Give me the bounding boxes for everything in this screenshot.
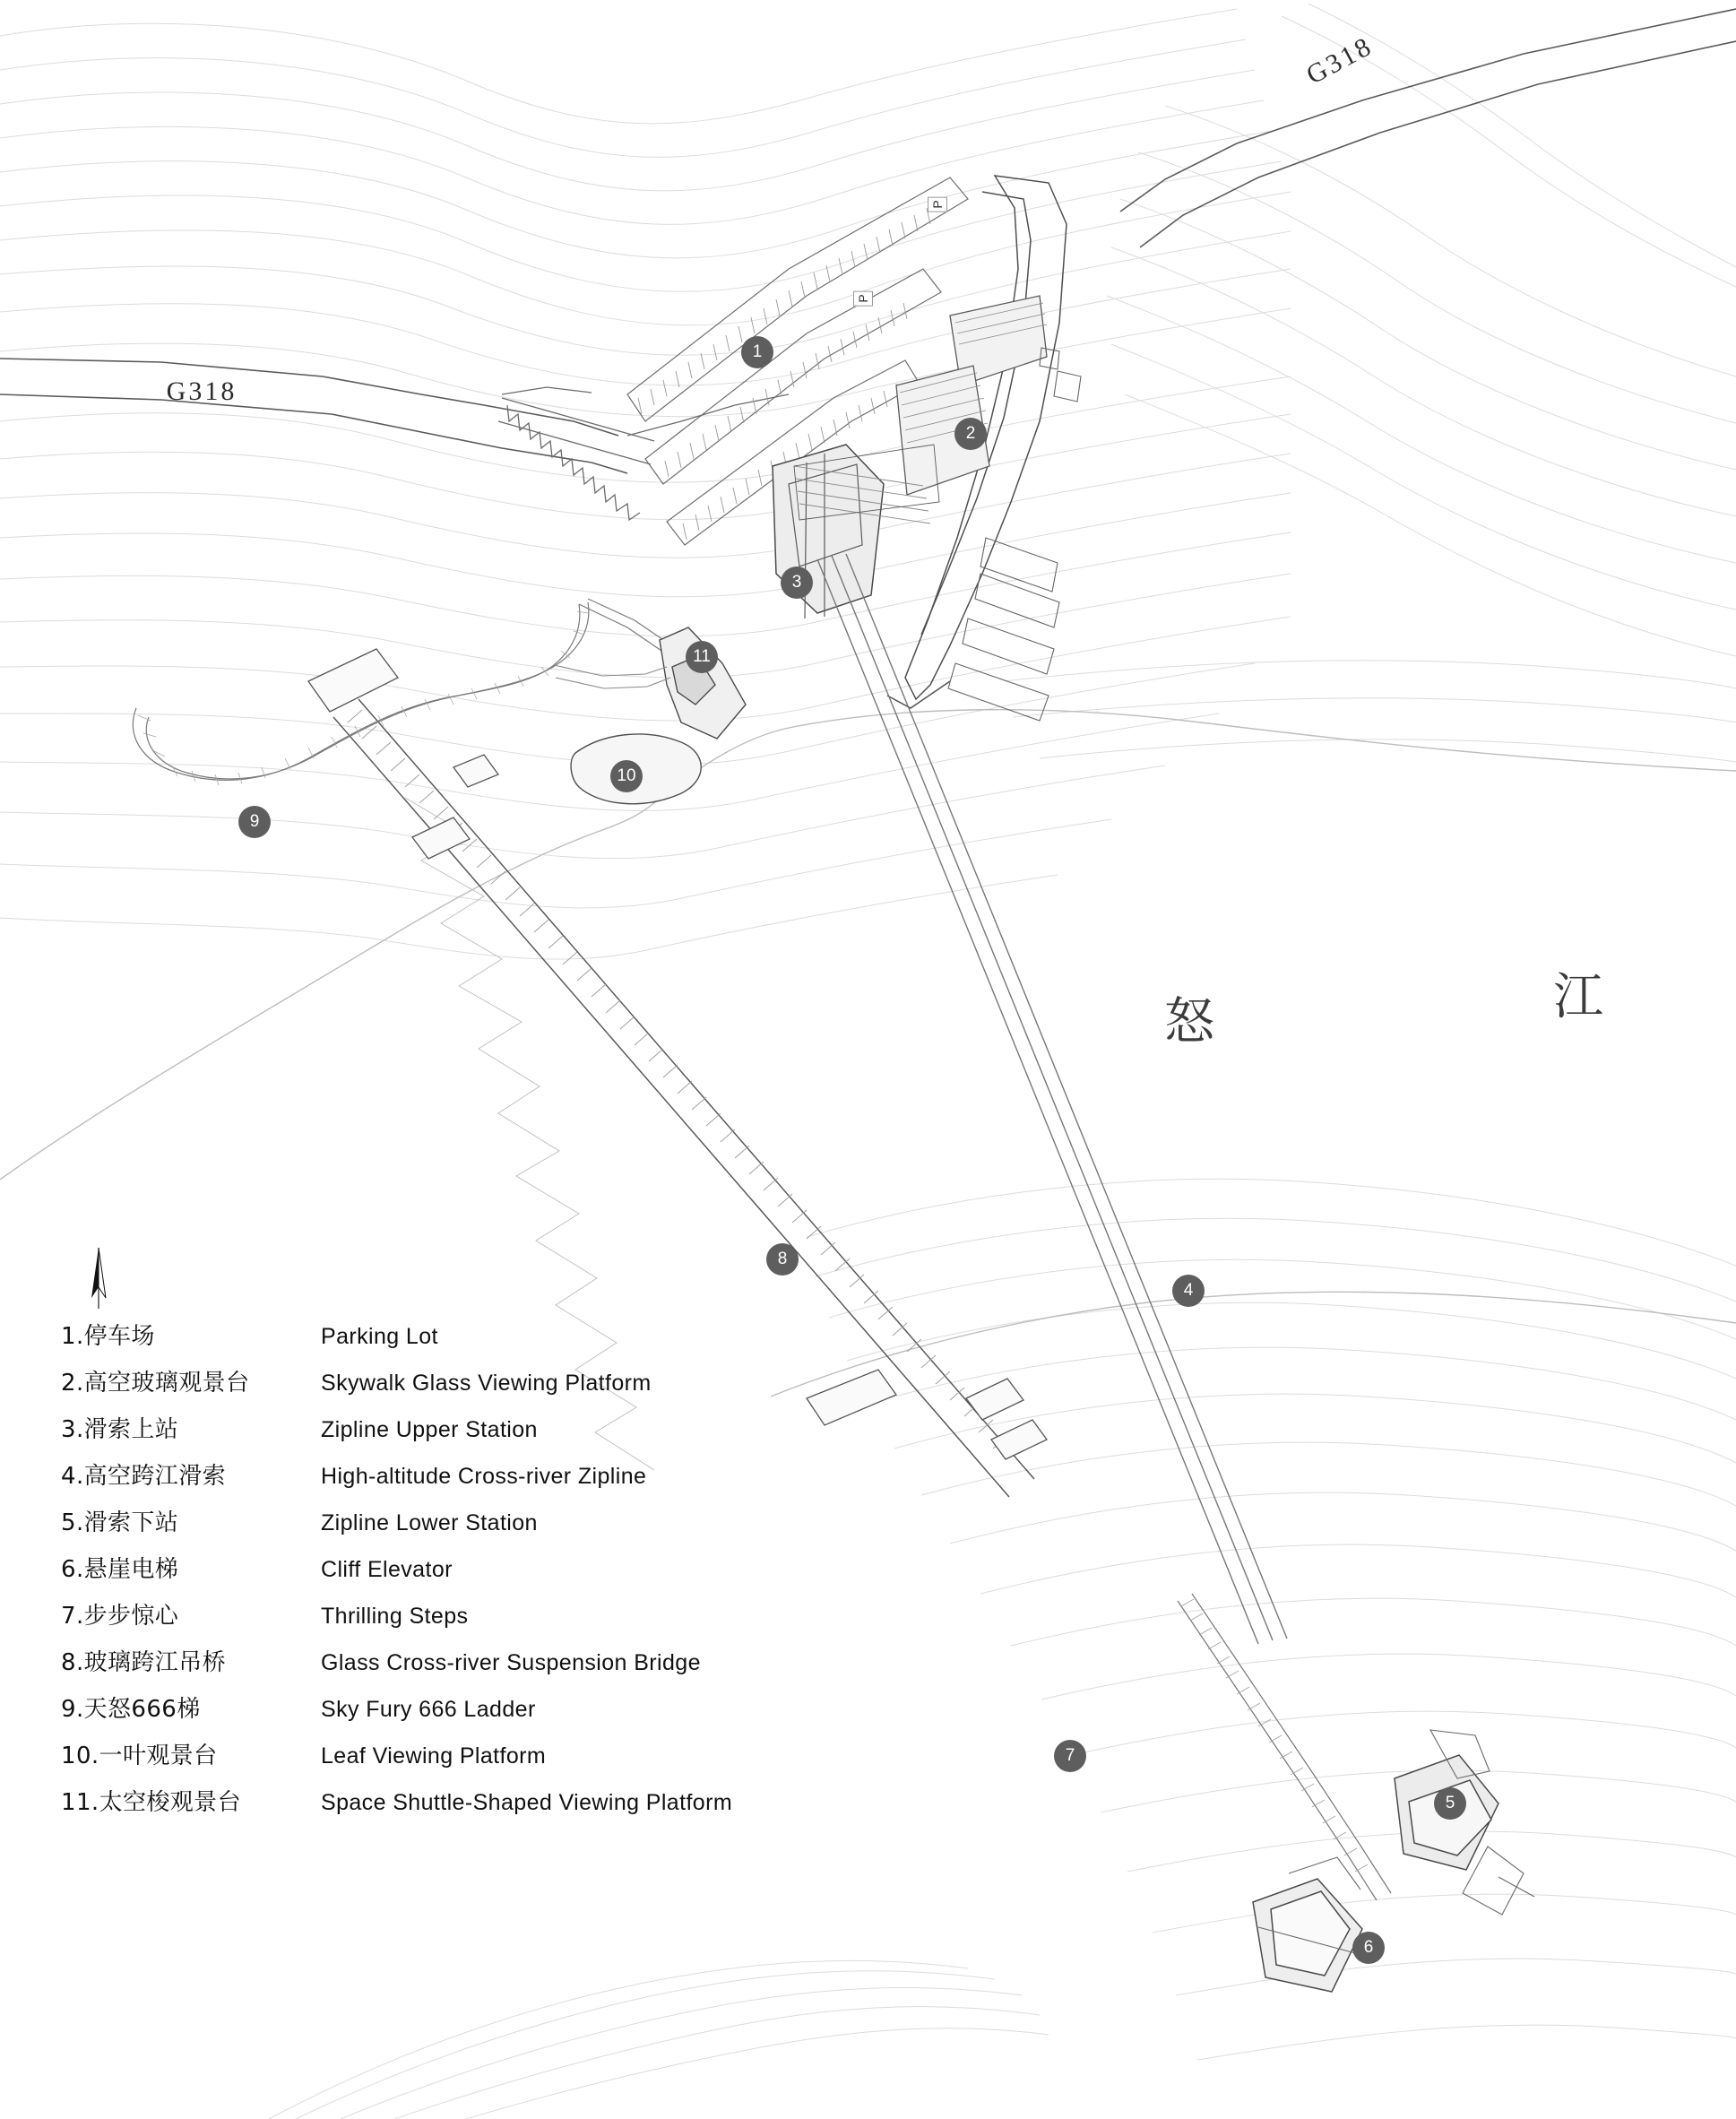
legend-item-8 [61,1644,957,1691]
legend-item-7-en: Thrilling Steps [321,1604,469,1629]
legend-item-6 [61,1551,957,1597]
map-marker-6[interactable]: 6 [1352,1932,1385,1964]
parking-bay-label-p1: P [928,196,947,212]
legend-item-3-cn: 3.滑索上站 [61,1416,179,1443]
map-marker-1[interactable]: 1 [741,336,773,368]
parking-bay-label-p2: P [853,290,873,306]
legend-item-10-cn: 10.一叶观景台 [61,1743,218,1769]
legend-item-6-en: Cliff Elevator [321,1557,453,1582]
map-marker-5[interactable]: 5 [1434,1787,1466,1820]
legend-item-10 [61,1737,957,1784]
legend-item-9 [61,1691,957,1737]
legend-item-4-en: High-altitude Cross-river Zipline [321,1464,647,1489]
road-label-g318-left: G318 [166,376,238,406]
legend-item-10-en: Leaf Viewing Platform [321,1743,547,1769]
legend-item-2-cn: 2.高空玻璃观景台 [61,1370,250,1397]
map-marker-11[interactable]: 11 [686,641,718,673]
legend-item-8-cn: 8.玻璃跨江吊桥 [61,1649,227,1676]
map-marker-7[interactable]: 7 [1054,1740,1086,1772]
legend-item-3-en: Zipline Upper Station [321,1417,538,1442]
legend-item-9-en: Sky Fury 666 Ladder [321,1697,536,1722]
legend-item-8-en: Glass Cross-river Suspension Bridge [321,1650,701,1675]
map-marker-8[interactable]: 8 [766,1243,799,1276]
legend-item-7-cn: 7.步步惊心 [61,1603,179,1630]
legend-item-5 [61,1504,957,1551]
legend-item-11 [61,1784,957,1830]
map-marker-3[interactable]: 3 [781,567,813,599]
legend-item-5-en: Zipline Lower Station [321,1510,538,1535]
legend-item-7 [61,1597,957,1644]
legend-item-4 [61,1457,957,1504]
legend-item-1-cn: 1.停车场 [61,1323,155,1350]
legend-item-11-en: Space Shuttle-Shaped Viewing Platform [321,1790,733,1815]
road-label-g318-upper: G318 [1301,30,1378,91]
legend-item-11-cn: 11.太空梭观景台 [61,1789,241,1816]
map-marker-10[interactable]: 10 [610,760,643,792]
map-marker-4[interactable]: 4 [1172,1275,1205,1307]
legend-item-1 [61,1318,957,1364]
legend [61,1318,957,1830]
legend-item-9-cn: 9.天怒666梯 [61,1696,201,1723]
legend-item-2-en: Skywalk Glass Viewing Platform [321,1371,652,1396]
legend-item-3 [61,1411,957,1457]
legend-item-4-cn: 4.高空跨江滑索 [61,1463,227,1490]
river-label-nu: 怒 [1164,993,1216,1051]
north-arrow-icon [81,1246,117,1310]
legend-item-2 [61,1364,957,1411]
map-marker-9[interactable]: 9 [238,806,271,838]
legend-item-5-cn: 5.滑索下站 [61,1509,179,1536]
river-label-jiang: 江 [1553,968,1605,1026]
legend-item-1-en: Parking Lot [321,1324,438,1349]
legend-item-6-cn: 6.悬崖电梯 [61,1556,179,1583]
map-marker-2[interactable]: 2 [954,418,987,450]
